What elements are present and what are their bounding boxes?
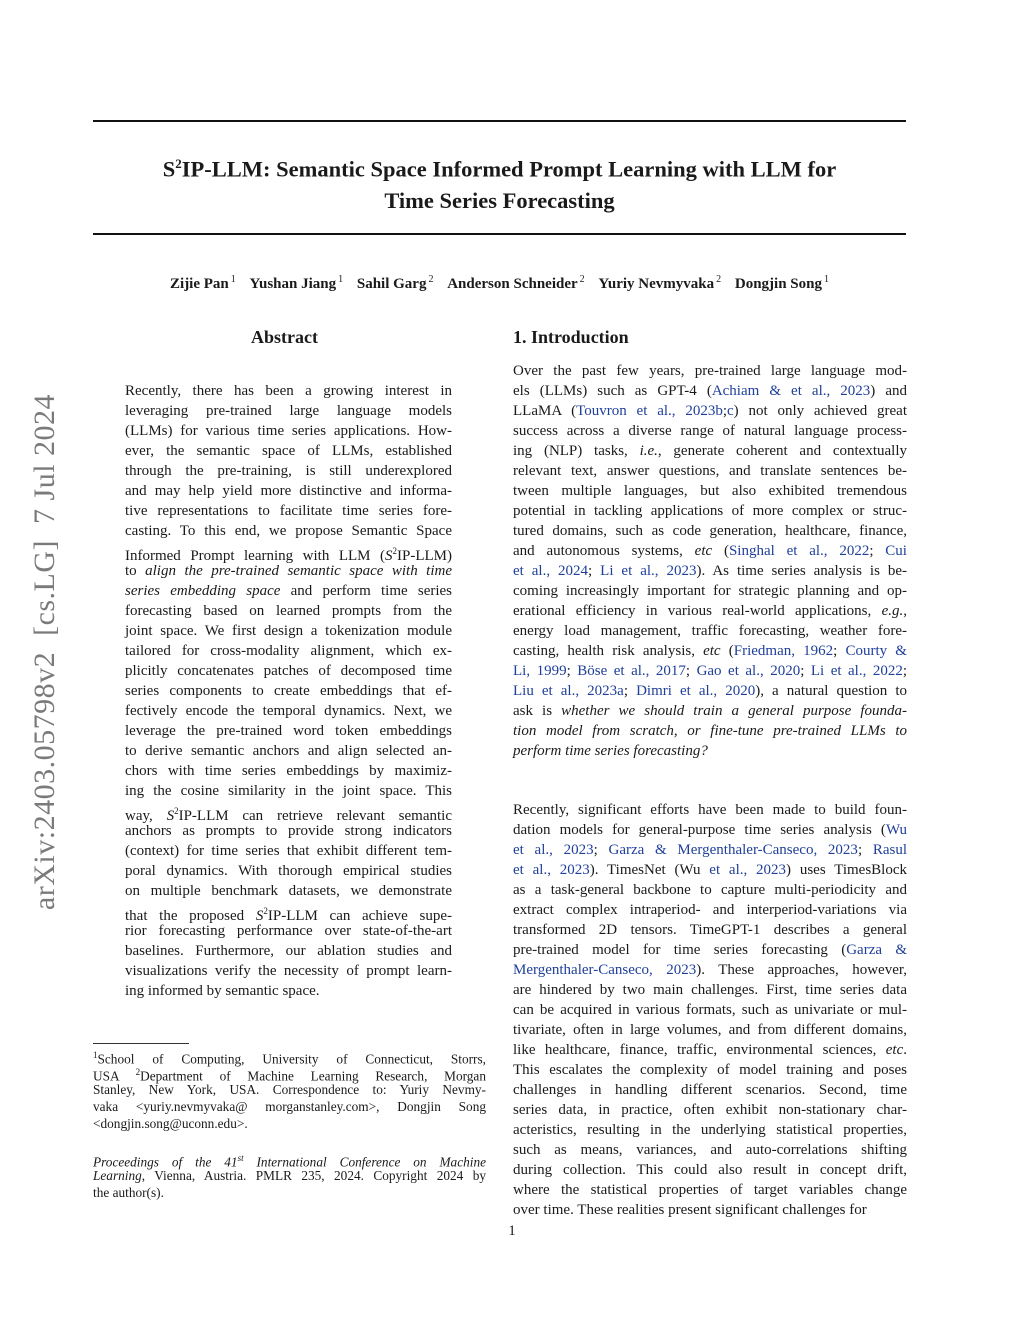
abstract-line: plicitly concatenates patches of decomposed time (125, 663, 452, 679)
abstract-line: (context) for time series that exhibit different tem- (125, 843, 452, 859)
abstract-line: ever, the semantic space of LLMs, established (125, 443, 452, 459)
title-top-rule (93, 120, 906, 122)
abstract-line: series components to create embeddings that ef- (125, 683, 452, 699)
introduction-line: Li, 1999; Böse et al., 2017; Gao et al., 2020; Li et al., 2022; (513, 663, 908, 679)
abstract-line: that the proposed $S^2IP$-LLM can achieve supe- (125, 906, 452, 924)
abstract-line: joint space. We first design a tokenization module (125, 623, 452, 639)
introduction-line: et al., 2024; Li et al., 2023). As time series analysis is be- (513, 563, 908, 579)
introduction-line: can be acquired in various formats, such as univariate or mul- (513, 1002, 907, 1018)
arxiv-date: 7 Jul 2024 (28, 393, 61, 524)
abstract-line: (LLMs) for various time series applications. How- (125, 423, 452, 439)
introduction-line: challenges in handling different scenarios. Second, time (513, 1082, 907, 1098)
abstract-line: baselines. Furthermore, our ablation studies and (125, 943, 452, 959)
introduction-line: dation models for general-purpose time series analysis (Wu (513, 822, 907, 838)
footnote-line: <dongjin.song@uconn.edu>. (93, 1116, 248, 1131)
title-line-2: Time Series Forecasting (384, 187, 615, 213)
abstract-line: on multiple benchmark datasets, we demonstrate (125, 883, 452, 899)
proceedings-line: the author(s). (93, 1185, 164, 1200)
introduction-line: relevant text, answer questions, and translate sentences be- (513, 463, 907, 479)
abstract-line: tailored for cross-modality alignment, which ex- (125, 643, 452, 659)
abstract-line: tive representations to facilitate time series fore- (125, 503, 452, 519)
introduction-line: extract complex intraperiod- and interperiod-variations via (513, 902, 907, 918)
author: Yuriy Nevmyvaka $^2$ (598, 274, 722, 292)
introduction-line: Recently, significant efforts have been made to build foun- (513, 802, 907, 818)
introduction-line: energy load management, traffic forecasting, weather fore- (513, 623, 907, 639)
abstract-line: way, $S^2IP$-LLM can retrieve relevant semantic (125, 806, 452, 824)
paper-title (93, 148, 906, 216)
introduction-line: series data, in practice, often exhibit non-stationary char- (513, 1102, 907, 1118)
introduction-line: This escalates the complexity of model training and poses (513, 1062, 907, 1078)
abstract-line: poral dynamics. With thorough empirical studies (125, 863, 452, 879)
abstract-line: and may help yield more distinctive and informa- (125, 483, 452, 499)
introduction-line: casting, health risk analysis, etc (Friedman, 1962; Courty & (513, 643, 907, 659)
introduction-line: over time. These realities present significant challenges for (513, 1202, 867, 1218)
abstract-line: to derive semantic anchors and align selected an- (125, 743, 452, 759)
abstract-line: Informed Prompt learning with LLM $(S^2IP-LLM)$ (125, 546, 452, 564)
abstract-heading: Abstract (251, 327, 318, 347)
introduction-line: et al., 2023). TimesNet (Wu et al., 2023) uses TimesBlock (513, 862, 907, 878)
introduction-line: potential in tackling applications of more complex or struc- (513, 503, 907, 519)
abstract-line: ing the cosine similarity in the joint space. This (125, 783, 452, 799)
title-bottom-rule (93, 233, 906, 235)
arxiv-stamp (28, 394, 62, 910)
introduction-line: els (LLMs) such as GPT-4 (Achiam & et al., 2023) and (513, 383, 907, 399)
introduction-line: acteristics, resulting in the underlying statistical properties, (513, 1122, 907, 1138)
introduction-line: like healthcare, finance, traffic, environmental sciences, etc. (513, 1042, 907, 1058)
introduction-line: are hindered by two main challenges. First, time series data (513, 982, 907, 998)
introduction-line: Liu et al., 2023a; Dimri et al., 2020), a natural question to (513, 683, 908, 699)
arxiv-id: arXiv:2403.05798v2 (28, 651, 61, 911)
footnote-line: vaka <yuriy.nevmyvaka@ morganstanley.com>, Dongjin Song (93, 1099, 486, 1114)
introduction-line: tivariate, often in large volumes, and from different domains, (513, 1022, 907, 1038)
introduction-line: as a task-general backbone to capture multi-periodicity and (513, 882, 907, 898)
proceedings-line: Learning, Vienna, Austria. PMLR 235, 2024. Copyright 2024 by (93, 1168, 486, 1183)
introduction-line: ask is whether we should train a general purpose founda- (513, 703, 908, 719)
abstract-line: rior forecasting performance over state-of-the-art (125, 923, 452, 939)
author: Sahil Garg $^2$ (356, 274, 434, 292)
introduction-line: such as means, variances, and auto-correlations shifting (513, 1142, 907, 1158)
introduction-line: success across a diverse range of natural language process- (513, 423, 907, 439)
abstract-line: leverage the pre-trained word token embeddings (125, 723, 452, 739)
footnote-line: Stanley, New York, USA. Correspondence to: Yuriy Nevmy- (93, 1082, 486, 1097)
footnote-line: USA $^2$Department of Machine Learning Research, Morgan (93, 1067, 486, 1084)
author: Yushan Jiang $^1$ (249, 274, 344, 292)
introduction-line: Mergenthaler-Canseco, 2023). These approaches, however, (513, 962, 907, 978)
abstract-line: anchors as prompts to provide strong indicators (125, 823, 452, 839)
introduction-line: Over the past few years, pre-trained large language mod- (513, 363, 907, 379)
introduction-line: perform time series forecasting? (513, 743, 708, 759)
author: Anderson Schneider $^2$ (447, 274, 585, 292)
introduction-line: ing (NLP) tasks, i.e., generate coherent and contextually (513, 443, 907, 459)
abstract-line: forecasting based on learned prompts from the (125, 603, 452, 619)
introduction-heading: 1. Introduction (513, 327, 629, 347)
abstract-line: visualizations verify the necessity of prompt learn- (125, 963, 452, 979)
arxiv-category: [cs.LG] (28, 539, 61, 636)
footnote-rule (93, 1043, 189, 1044)
introduction-line: tion model from scratch, or fine-tune pre-trained LLMs to (513, 723, 907, 739)
abstract-line: fectively encode the temporal dynamics. Next, we (125, 703, 452, 719)
abstract-line: through the pre-training, is still underexplored (125, 463, 452, 479)
abstract-line: casting. To this end, we propose Semantic Space (125, 523, 452, 539)
introduction-line: LLaMA (Touvron et al., 2023b;c) not only achieved great (513, 403, 908, 419)
author: Zijie Pan $^1$ (170, 274, 236, 292)
introduction-line: coming increasingly important for strategic planning and op- (513, 583, 907, 599)
page-number: 1 (508, 1223, 516, 1239)
author-list (93, 270, 906, 294)
abstract-line: chors with time series embeddings by maximiz- (125, 763, 452, 779)
author: Dongjin Song $^1$ (734, 274, 829, 292)
abstract-line: series embedding space and perform time series (125, 583, 453, 599)
abstract-line: to align the pre-trained semantic space with time (125, 563, 453, 579)
introduction-line: transformed 2D tensors. TimeGPT-1 describes a general (513, 922, 907, 938)
abstract-line: leveraging pre-trained large language models (125, 403, 452, 419)
introduction-line: erational efficiency in various real-world applications, e.g., (513, 603, 907, 619)
introduction-line: and autonomous systems, etc (Singhal et al., 2022; Cui (513, 543, 907, 559)
introduction-line: pre-trained model for time series forecasting (Garza & (513, 942, 907, 958)
proceedings-line: Proceedings of the 41st International Conference on Machine (93, 1153, 486, 1170)
introduction-line: tured domains, such as code generation, healthcare, finance, (513, 523, 907, 539)
introduction-line: et al., 2023; Garza & Mergenthaler-Canseco, 2023; Rasul (513, 842, 908, 858)
introduction-line: where the statistical properties of target variables change (513, 1182, 907, 1198)
footnote-line: $^1$School of Computing, University of Connecticut, Storrs, (93, 1050, 486, 1067)
abstract-line: ing informed by semantic space. (125, 983, 320, 999)
introduction-line: tween multiple languages, but also exhibited tremendous (513, 483, 907, 499)
introduction-line: during collection. This could also result in concept drift, (513, 1162, 907, 1178)
abstract-line: Recently, there has been a growing interest in (125, 383, 452, 399)
title-line-1: $S^2IP$-LLM: Semantic Space Informed Prompt Learning with LLM for (162, 156, 837, 182)
